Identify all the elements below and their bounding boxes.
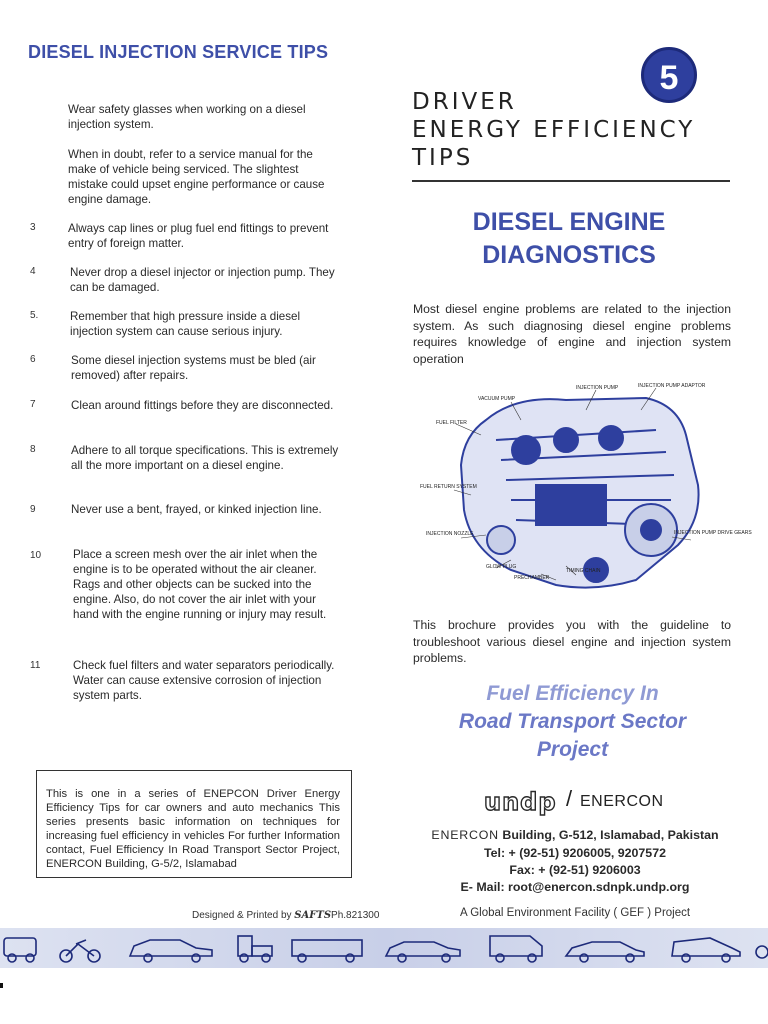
edge-mark bbox=[0, 983, 3, 988]
tip-8-text: Adhere to all torque specifications. This is extremely all the more important on a diesel engine. bbox=[71, 444, 339, 472]
project-line-3: Project bbox=[536, 738, 609, 761]
label-fuel-filter: FUEL FILTER bbox=[436, 420, 467, 426]
heading-line-3: TIPS bbox=[412, 145, 474, 171]
trailer-icon bbox=[292, 940, 362, 962]
label-fuel-return-system: FUEL RETURN SYSTEM bbox=[420, 484, 477, 490]
contact-building-label: ENERCON bbox=[431, 828, 499, 842]
coupe-icon bbox=[566, 942, 644, 962]
label-prechamber: PRECHAMBER bbox=[514, 575, 550, 581]
gef-project-line: A Global Environment Facility ( GEF ) Project bbox=[460, 907, 691, 919]
enercon-logo: ENERCON bbox=[580, 793, 664, 810]
logo-separator: / bbox=[566, 786, 573, 811]
project-line-2: Road Transport Sector bbox=[458, 710, 687, 733]
tip-11-number: 11 bbox=[30, 660, 41, 671]
tip-number-badge: 5 bbox=[641, 47, 697, 103]
contact-tel: Tel: + (92-51) 9206005, 9207572 bbox=[484, 846, 666, 860]
printer-phone: Ph.821300 bbox=[331, 910, 380, 921]
label-vacuum-pump: VACUUM PUMP bbox=[478, 396, 516, 402]
tip-5-number: 5. bbox=[30, 310, 39, 321]
tip-3-number: 3 bbox=[30, 222, 36, 233]
left-column-title: DIESEL INJECTION SERVICE TIPS bbox=[28, 42, 329, 62]
motorcycle-icon bbox=[60, 940, 100, 962]
tip-11-text: Check fuel filters and water separators periodically. Water can cause extensive corrosion of injection system parts. bbox=[73, 659, 335, 702]
diagnostics-title-line-1: DIESEL ENGINE bbox=[472, 208, 666, 236]
info-box-text: This is one in a series of ENEPCON Driver Energy Efficiency Tips for car owners and auto mechanics This series presents basic information on techniques for increasing fuel efficiency in vehicles For further Information contact, Fuel Efficiency In Road Transport Sector Project, ENERCON Building, G-5/2, Islamabad bbox=[46, 788, 340, 870]
tip-9-text: Never use a bent, frayed, or kinked injection line. bbox=[71, 503, 322, 516]
contact-email: E- Mail: root@enercon.sdnpk.undp.org bbox=[460, 880, 690, 894]
heading-line-2: ENERGY EFFICIENCY bbox=[412, 117, 696, 143]
label-glow-plug: GLOW PLUG bbox=[486, 564, 517, 570]
tip-7-text: Clean around fittings before they are disconnected. bbox=[71, 399, 334, 412]
truck-icon bbox=[238, 936, 272, 962]
diagnostics-title bbox=[412, 206, 726, 272]
tip-10-text: Place a screen mesh over the air inlet when the engine is to be operated without the air cleaner. Rags and other objects can be sucked into the engine. Also, do not cover the air inlet with your hand with the engine running or injury may result. bbox=[73, 548, 327, 621]
contact-address bbox=[412, 827, 738, 844]
tip-10-number: 10 bbox=[30, 550, 42, 561]
tip-4-number: 4 bbox=[30, 266, 36, 277]
vehicle-silhouettes bbox=[0, 928, 768, 968]
tip-2-text: When in doubt, refer to a service manual for the make of vehicle being serviced. The slightest mistake could upset engine performance or cause engine damage. bbox=[68, 148, 325, 206]
tip-4-text: Never drop a diesel injector or injection pump. They can be damaged. bbox=[70, 266, 335, 294]
contact-address-line: Building, G-512, Islamabad, Pakistan bbox=[502, 828, 719, 842]
intro-paragraph: Most diesel engine problems are related to the injection system. As such diagnosing diesel engine problems requires knowledge of engine and injection system operation bbox=[413, 302, 731, 366]
brochure-heading bbox=[412, 88, 695, 172]
tip-6-number: 6 bbox=[30, 354, 36, 365]
label-injection-pump-drive-gears: INJECTION PUMP DRIVE GEARS bbox=[674, 530, 752, 536]
tip-9-number: 9 bbox=[30, 504, 36, 515]
designed-by-label: Designed & Printed by bbox=[192, 910, 292, 921]
van-icon bbox=[490, 936, 542, 962]
tip-8-number: 8 bbox=[30, 444, 36, 455]
designed-by bbox=[192, 910, 379, 921]
project-line-1: Fuel Efficiency In bbox=[486, 682, 659, 705]
sedan-icon bbox=[386, 942, 460, 962]
heading-divider bbox=[412, 180, 730, 182]
contact-fax: Fax: + (92-51) 9206003 bbox=[509, 863, 641, 877]
diesel-engine-illustration bbox=[416, 380, 752, 600]
car-icon bbox=[130, 940, 212, 962]
vehicle-banner bbox=[0, 928, 768, 968]
tip-7-number: 7 bbox=[30, 399, 36, 410]
label-injection-pump-adaptor: INJECTION PUMP ADAPTOR bbox=[638, 383, 706, 389]
printer-name: SAFTS bbox=[294, 910, 332, 921]
wheel-icon bbox=[756, 946, 768, 958]
tip-3-text: Always cap lines or plug fuel end fittings to prevent entry of foreign matter. bbox=[68, 222, 329, 250]
tip-5-text: Remember that high pressure inside a diesel injection system can cause serious injury. bbox=[70, 310, 301, 338]
label-injection-pump: INJECTION PUMP bbox=[576, 385, 619, 391]
heading-line-1: DRIVER bbox=[412, 89, 517, 115]
label-injection-nozzle: INJECTION NOZZLE bbox=[426, 531, 474, 537]
undp-logo: undp bbox=[484, 788, 557, 816]
label-timing-chain: TIMING CHAIN bbox=[566, 568, 601, 574]
bus-icon bbox=[4, 938, 36, 962]
hatchback-icon bbox=[672, 938, 740, 962]
tip-6-text: Some diesel injection systems must be bled (air removed) after repairs. bbox=[71, 354, 316, 382]
tip-1-text: Wear safety glasses when working on a diesel injection system. bbox=[68, 103, 306, 131]
brochure-paragraph: This brochure provides you with the guideline to troubleshoot various diesel engine and injection system problems. bbox=[413, 618, 731, 665]
diagnostics-title-line-2: DIAGNOSTICS bbox=[482, 241, 656, 269]
project-title bbox=[410, 680, 735, 764]
